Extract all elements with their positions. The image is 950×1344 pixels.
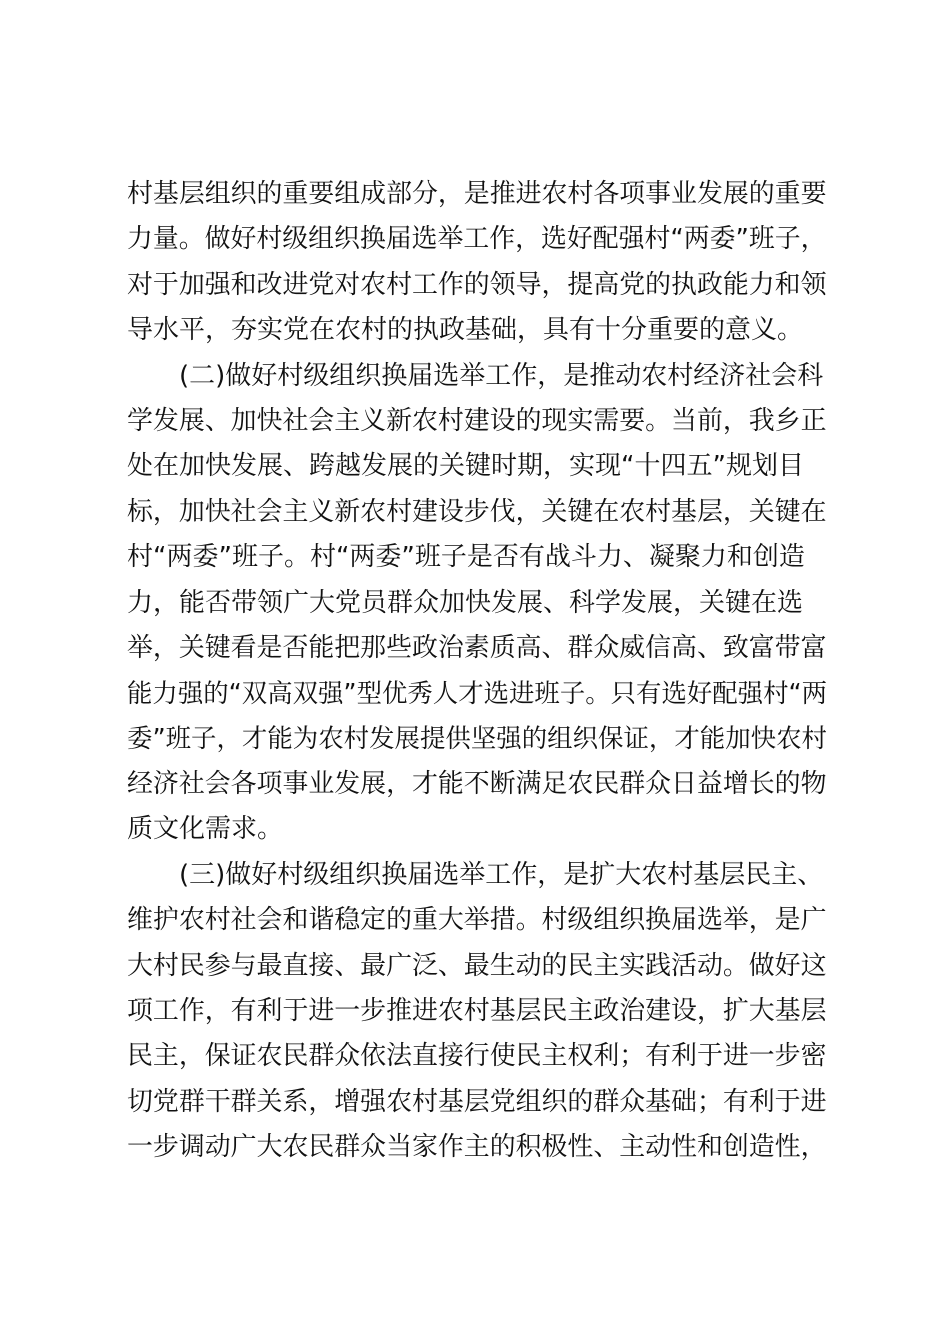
text-line: 项工作，有利于进一步推进农村基层民主政治建设，扩大基层 <box>127 996 827 1027</box>
text-line: 举，关键看是否能把那些政治素质高、群众威信高、致富带富 <box>127 632 827 663</box>
text-line: 切党群干群关系，增强农村基层党组织的群众基础；有利于进 <box>127 1086 827 1117</box>
text-line: 力量。做好村级组织换届选举工作，选好配强村“两委”班子， <box>127 224 827 255</box>
text-line: 学发展、加快社会主义新农村建设的现实需要。当前，我乡正 <box>127 405 827 436</box>
text-line: 标，加快社会主义新农村建设步伐，关键在农村基层，关键在 <box>127 496 827 527</box>
text-line: 能力强的“双高双强”型优秀人才选进班子。只有选好配强村“两 <box>127 678 827 709</box>
text-line: 对于加强和改进党对农村工作的领导，提高党的执政能力和领 <box>127 269 827 300</box>
text-line: 处在加快发展、跨越发展的关键时期，实现“十四五”规划目 <box>127 451 804 482</box>
text-line: 村“两委”班子。村“两委”班子是否有战斗力、凝聚力和创造 <box>127 542 805 573</box>
text-line: 民主，保证农民群众依法直接行使民主权利；有利于进一步密 <box>127 1041 827 1072</box>
text-line: 导水平，夯实党在农村的执政基础，具有十分重要的意义。 <box>127 315 804 346</box>
text-line: 大村民参与最直接、最广泛、最生动的民主实践活动。做好这 <box>127 950 827 981</box>
text-line: 村基层组织的重要组成部分，是推进农村各项事业发展的重要 <box>127 179 827 209</box>
text-line: 力，能否带领广大党员群众加快发展、科学发展，关键在选 <box>127 587 804 618</box>
text-line: 一步调动广大农民群众当家作主的积极性、主动性和创造性， <box>127 1132 827 1163</box>
text-line: (二)做好村级组织换届选举工作，是推动农村经济社会科 <box>127 360 824 391</box>
text-line: (三)做好村级组织换届选举工作，是扩大农村基层民主、 <box>127 859 824 890</box>
text-line: 委”班子，才能为农村发展提供坚强的组织保证，才能加快农村 <box>127 723 827 754</box>
body-text <box>127 172 827 1171</box>
text-line: 维护农村社会和谐稳定的重大举措。村级组织换届选举，是广 <box>127 905 827 936</box>
text-line: 质文化需求。 <box>127 814 284 845</box>
text-line: 经济社会各项事业发展，才能不断满足农民群众日益增长的物 <box>127 769 827 800</box>
